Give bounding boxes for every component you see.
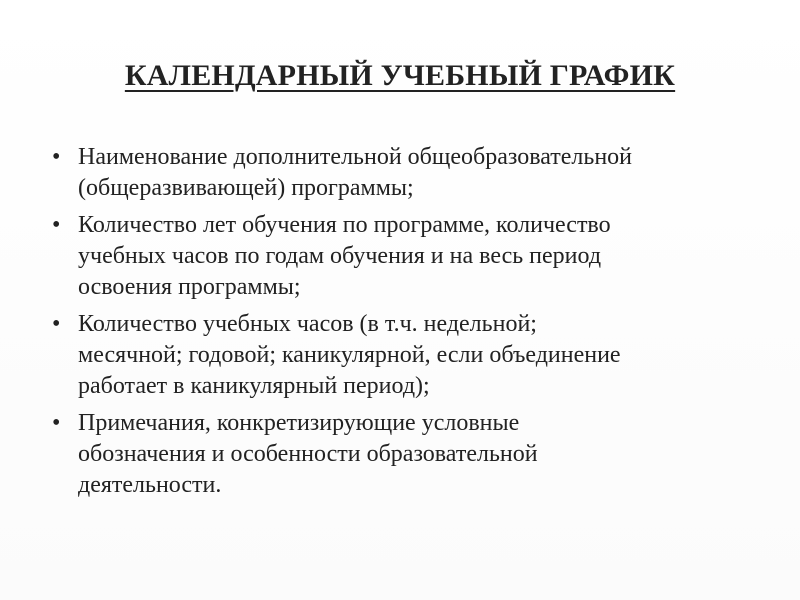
bullet-line: Наименование дополнительной общеобразовательной xyxy=(78,144,633,170)
bullet-item xyxy=(52,408,752,501)
bullet-icon: • xyxy=(52,212,61,238)
slide-title-text: КАЛЕНДАРНЫЙ УЧЕБНЫЙ ГРАФИК xyxy=(124,59,676,92)
bullet-item xyxy=(52,142,752,204)
bullet-icon: • xyxy=(52,311,61,337)
slide-title xyxy=(0,58,800,94)
bullet-line: Примечания, конкретизирующие условные xyxy=(78,410,520,436)
bullet-icon: • xyxy=(52,144,61,170)
bullet-line: Количество учебных часов (в т.ч. недельной; xyxy=(78,311,537,337)
bullet-item xyxy=(52,309,752,402)
bullet-line: освоения программы; xyxy=(78,274,301,300)
bullet-list xyxy=(52,142,752,507)
bullet-line: деятельности. xyxy=(78,472,222,498)
bullet-icon: • xyxy=(52,410,61,436)
bullet-line: Количество лет обучения по программе, количество xyxy=(78,212,611,238)
bullet-line: месячной; годовой; каникулярной, если объединение xyxy=(78,342,621,368)
bullet-item xyxy=(52,210,752,303)
bullet-line: работает в каникулярный период); xyxy=(78,373,430,399)
bullet-line: учебных часов по годам обучения и на весь период xyxy=(78,243,602,269)
bullet-line: (общеразвивающей) программы; xyxy=(78,175,414,201)
bullet-line: обозначения и особенности образовательной xyxy=(78,441,538,467)
